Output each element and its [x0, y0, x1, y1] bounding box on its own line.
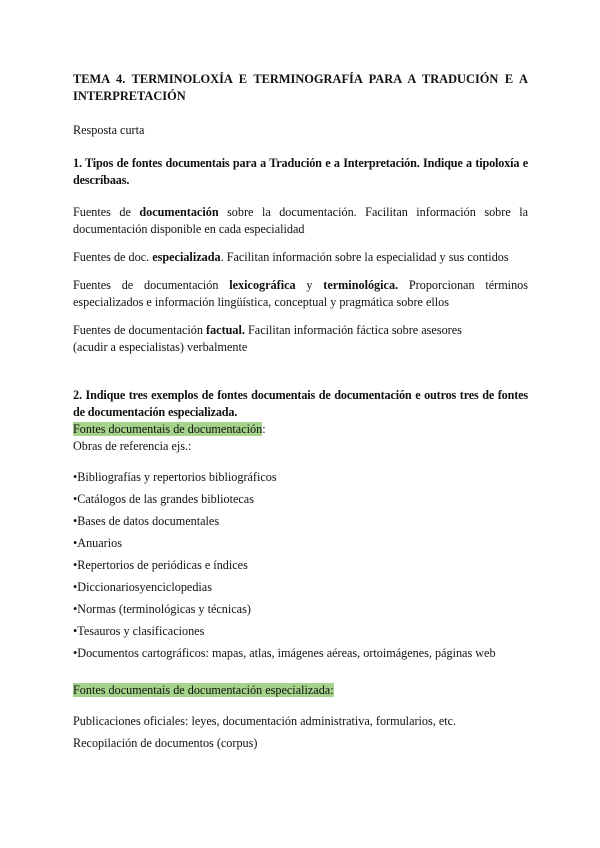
q2-heading-especializada	[73, 682, 528, 699]
list-item: •Bibliografías y repertorios bibliográficos	[73, 470, 277, 484]
text-span: Fuentes de documentación	[73, 278, 230, 292]
paragraph-line	[73, 322, 528, 339]
bold-term: terminológica.	[323, 278, 399, 292]
bold-term: factual.	[206, 323, 245, 337]
list-item: •Normas (terminológicas y técnicas)	[73, 602, 251, 616]
section-label: Resposta curta	[73, 123, 145, 137]
list-item: •Bases de datos documentales	[73, 514, 220, 528]
list-item: •Documentos cartográficos: mapas, atlas, imágenes aéreas, ortoimágenes, páginas web	[73, 646, 496, 660]
q1-paragraph-especializada	[73, 249, 528, 266]
list-item: •Tesauros y clasificaciones	[73, 624, 205, 638]
text-span: sobre la documentación. Facilitan información sobre la documentación disponible en cada especialidad	[73, 205, 529, 236]
paragraph-line: (acudir a especialistas) verbalmente	[73, 340, 248, 354]
question-2: 2. Indique tres exemplos de fontes documentais de documentación e outros tres de fontes de documentación especializada.	[73, 388, 528, 419]
text-span: . Facilitan información sobre la especialidad y sus contidos	[220, 250, 509, 264]
highlighted-heading: Fontes documentais de documentación	[73, 422, 263, 436]
spec-line: Publicaciones oficiales: leyes, documentación administrativa, formularios, etc.	[73, 714, 457, 728]
q1-paragraph-factual	[73, 322, 528, 356]
text-span: Fuentes de documentación	[73, 323, 207, 337]
q2-subheading: Obras de referencia ejs.:	[73, 439, 192, 453]
document-title: TEMA 4. TERMINOLOXÍA E TERMINOGRAFÍA PARA A TRADUCIÓN E A INTERPRETACIÓN	[73, 72, 528, 103]
list-item: •Repertorios de periódicas e índices	[73, 558, 248, 572]
bold-term: documentación	[139, 205, 219, 219]
text-span: :	[262, 422, 266, 436]
q2-heading-documentacion	[73, 421, 528, 438]
highlighted-heading: Fontes documentais de documentación especializada:	[73, 683, 334, 697]
reference-works-list	[73, 469, 528, 667]
text-span: y	[295, 278, 324, 292]
bold-term: lexicográfica	[229, 278, 296, 292]
list-item: •Anuarios	[73, 536, 122, 550]
text-span: Facilitan información fáctica sobre asesores	[244, 323, 462, 337]
bold-term: especializada	[152, 250, 221, 264]
spec-line: Recopilación de documentos (corpus)	[73, 736, 258, 750]
list-item: •Diccionariosyenciclopedias	[73, 580, 212, 594]
list-item: •Catálogos de las grandes bibliotecas	[73, 492, 254, 506]
q1-paragraph-documentacion	[73, 204, 528, 238]
text-span: Fuentes de doc.	[73, 250, 153, 264]
q1-paragraph-lexicografica	[73, 277, 528, 311]
text-span: Fuentes de	[73, 205, 140, 219]
question-1: 1. Tipos de fontes documentais para a Tradución e a Interpretación. Indique a tipoloxía e descríbaas.	[73, 156, 528, 187]
text-span: Proporcionan términos especializados e información lingüística, conceptual y pragmática sobre ellos	[73, 278, 528, 309]
